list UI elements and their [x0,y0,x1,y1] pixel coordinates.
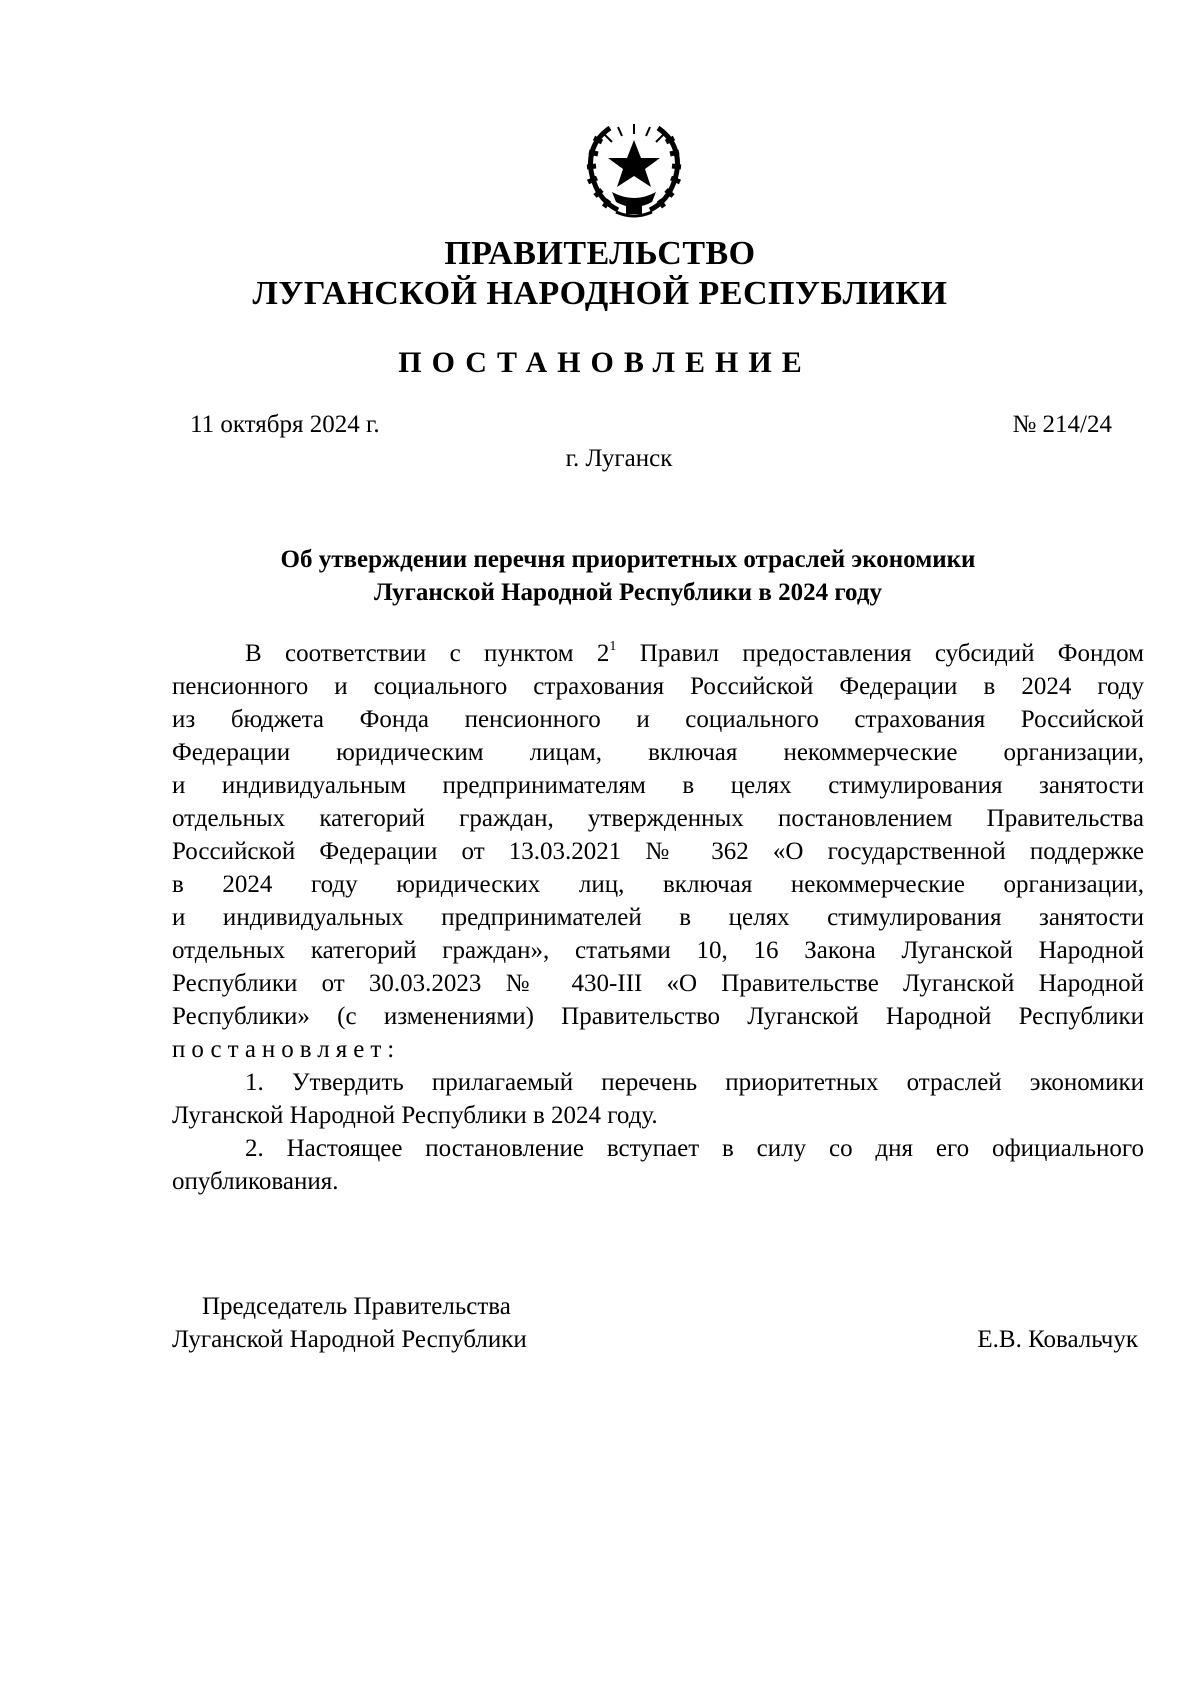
coat-of-arms-icon [572,120,696,220]
signatory-position-line2: Луганской Народной Республики [172,1326,527,1353]
body-line [172,637,1144,670]
body-line: Российской Федерации от 13.03.2021 № 362 «О государственной поддержке [172,838,1144,865]
body-line: и индивидуальных предпринимателей в целях стимулирования занятости [172,904,1144,931]
body-line: Республики» (с изменениями) Правительство Луганской Народной Республики [172,1003,1144,1030]
document-number: № 214/24 [1012,411,1112,438]
document-body [172,637,1144,1198]
document-type: ПОСТАНОВЛЕНИЕ [398,346,812,379]
body-line: и индивидуальным предпринимателям в целях стимулирования занятости [172,772,1144,799]
body-line: отдельных категорий граждан», статьями 10, 16 Закона Луганской Народной [172,937,1144,964]
title-line1: Об утверждении перечня приоритетных отраслей экономики [280,546,976,573]
item-2-line: 2. Настоящее постановление вступает в силу со дня его официального [245,1135,1144,1162]
body-line: Федерации юридическим лицам, включая некоммерческие организации, [172,739,1144,766]
item-1-line: Луганской Народной Республики в 2024 году. [172,1102,658,1129]
body-line: из бюджета Фонда пенсионного и социального страхования Российской [172,706,1144,733]
signatory-name: Е.В. Ковальчук [977,1326,1138,1353]
document-title [170,543,1086,609]
item-1-line: 1. Утвердить прилагаемый перечень приоритетных отраслей экономики [245,1069,1144,1096]
item-2-line: опубликования. [172,1168,339,1195]
title-line2: Луганской Народной Республики в 2024 году [374,579,882,606]
document-city: г. Луганск [565,445,673,472]
document-date: 11 октября 2024 г. [190,411,380,438]
body-line: Республики от 30.03.2023 № 430-III «О Правительстве Луганской Народной [172,970,1144,997]
organization-name-line2: ЛУГАНСКОЙ НАРОДНОЙ РЕСПУБЛИКИ [252,275,948,312]
signatory-position-line1: Председатель Правительства [202,1293,511,1320]
signatory-position [172,1290,527,1356]
body-text: В соответствии с пунктом 2 [245,640,610,667]
body-line-resolves: постановляет: [172,1036,401,1063]
body-line: отдельных категорий граждан, утвержденных постановлением Правительства [172,805,1144,832]
body-text: Правил предоставления субсидий Фондом [616,640,1144,667]
body-line: пенсионного и социального страхования Российской Федерации в 2024 году [172,673,1144,700]
organization-name-line1: ПРАВИТЕЛЬСТВО [444,235,756,272]
footnote-superscript: 1 [609,638,617,654]
body-line: в 2024 году юридических лиц, включая некоммерческие организации, [172,871,1144,898]
